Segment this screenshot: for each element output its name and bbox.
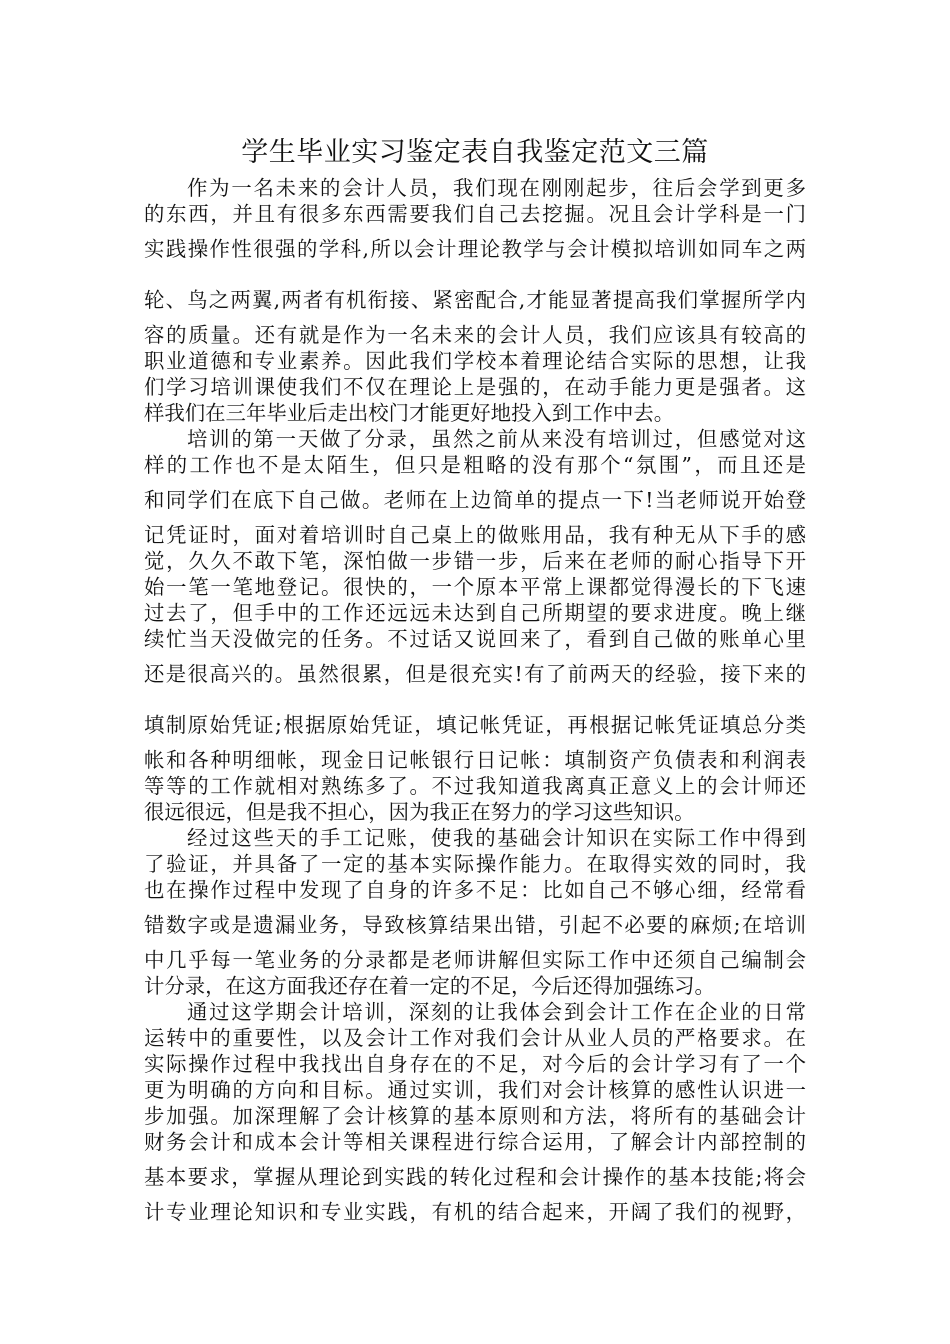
paragraph-line: 财务会计和成本会计等相关课程进行综合运用，了解会计内部控制的 <box>144 1130 806 1154</box>
paragraph-line: 帐和各种明细帐，现金日记帐银行日记帐：填制资产负债表和利润表 <box>144 748 806 772</box>
paragraph-line: 运转中的重要性，以及会计工作对我们会计从业人员的严格要求。在 <box>144 1026 806 1050</box>
paragraph-line: 样的工作也不是太陌生，但只是粗略的没有那个“氛围”，而且还是 <box>144 453 806 477</box>
paragraph-line: 基本要求，掌握从理论到实践的转化过程和会计操作的基本技能;将会 <box>144 1165 806 1189</box>
paragraph-line: 职业道德和专业素养。因此我们学校本着理论结合实际的思想，让我 <box>144 349 806 373</box>
paragraph-line: 培训的第一天做了分录，虽然之前从来没有培训过，但感觉对这 <box>187 427 806 451</box>
document-title: 学生毕业实习鉴定表自我鉴定范文三篇 <box>241 137 709 168</box>
paragraph-line: 容的质量。还有就是作为一名未来的会计人员，我们应该具有较高的 <box>144 323 806 347</box>
paragraph-line: 步加强。加深理解了会计核算的基本原则和方法，将所有的基础会计 <box>144 1104 806 1128</box>
paragraph-line: 始一笔一笔地登记。很快的，一个原本平常上课都觉得漫长的下飞速 <box>144 575 806 599</box>
paragraph-line: 经过这些天的手工记账，使我的基础会计知识在实际工作中得到 <box>187 826 806 850</box>
paragraph-line: 计分录，在这方面我还存在着一定的不足，今后还得加强练习。 <box>144 974 715 998</box>
paragraph-line: 轮、鸟之两翼,两者有机衔接、紧密配合,才能显著提高我们掌握所学内 <box>144 288 806 312</box>
paragraph-line: 中几乎每一笔业务的分录都是老师讲解但实际工作中还须自己编制会 <box>144 948 806 972</box>
paragraph-line: 很远很远，但是我不担心，因为我正在努力的学习这些知识。 <box>144 800 695 824</box>
paragraph-line: 续忙当天没做完的任务。不过话又说回来了，看到自己做的账单心里 <box>144 627 806 651</box>
paragraph-line: 作为一名未来的会计人员，我们现在刚刚起步，往后会学到更多 <box>187 176 806 200</box>
paragraph-line: 错数字或是遗漏业务，导致核算结果出错，引起不必要的麻烦;在培训 <box>144 913 806 937</box>
paragraph-line: 实践操作性很强的学科,所以会计理论教学与会计模拟培训如同车之两 <box>144 237 806 261</box>
paragraph-line: 计专业理论知识和专业实践，有机的结合起来，开阔了我们的视野， <box>144 1200 806 1224</box>
paragraph-line: 也在操作过程中发现了自身的许多不足：比如自己不够心细，经常看 <box>144 878 806 902</box>
paragraph-line: 还是很高兴的。虽然很累，但是很充实!有了前两天的经验，接下来的 <box>144 662 806 686</box>
paragraph-line: 实际操作过程中我找出自身存在的不足，对今后的会计学习有了一个 <box>144 1052 806 1076</box>
paragraph-line: 记凭证时，面对着培训时自己桌上的做账用品，我有种无从下手的感 <box>144 523 806 547</box>
paragraph-line: 等等的工作就相对熟练多了。不过我知道我离真正意义上的会计师还 <box>144 774 806 798</box>
paragraph-line: 的东西，并且有很多东西需要我们自己去挖掘。况且会计学科是一门 <box>144 202 806 226</box>
paragraph-line: 过去了，但手中的工作还远远未达到自己所期望的要求进度。晚上继 <box>144 601 806 625</box>
paragraph-line: 们学习培训课使我们不仅在理论上是强的，在动手能力更是强者。这 <box>144 375 806 399</box>
paragraph-line: 和同学们在底下自己做。老师在上边简单的提点一下!当老师说开始登 <box>144 488 806 512</box>
paragraph-line: 通过这学期会计培训，深刻的让我体会到会计工作在企业的日常 <box>187 1000 806 1024</box>
paragraph-line: 填制原始凭证;根据原始凭证，填记帐凭证，再根据记帐凭证填总分类 <box>144 713 806 737</box>
paragraph-line: 觉，久久不敢下笔，深怕做一步错一步，后来在老师的耐心指导下开 <box>144 549 806 573</box>
paragraph-line: 了验证，并具备了一定的基本实际操作能力。在取得实效的同时，我 <box>144 852 806 876</box>
paragraph-line: 更为明确的方向和目标。通过实训，我们对会计核算的感性认识进一 <box>144 1078 806 1102</box>
paragraph-line: 样我们在三年毕业后走出校门才能更好地投入到工作中去。 <box>144 401 675 425</box>
